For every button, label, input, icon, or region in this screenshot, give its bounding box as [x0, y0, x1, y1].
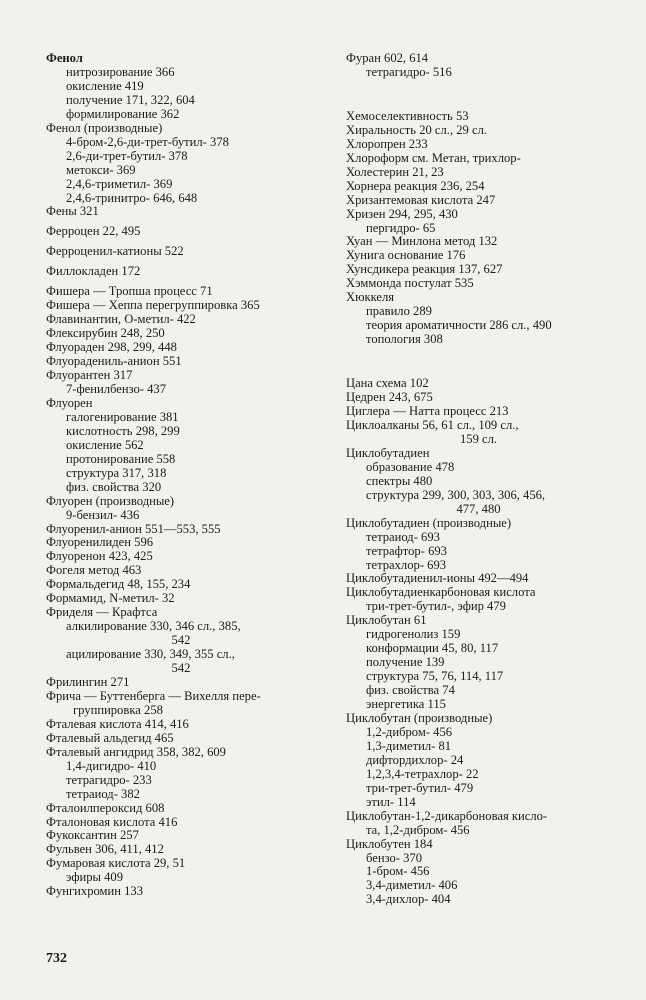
index-entry: Хризантемовая кислота 247	[346, 192, 496, 207]
index-entry: Хорнера реакция 236, 254	[346, 178, 485, 193]
index-entry: Фрилингин 271	[46, 674, 130, 689]
index-subentry: топология 308	[366, 332, 443, 347]
index-entry: Циклобутадиенкарбоновая кислота	[346, 585, 536, 600]
index-entry: Хризен 294, 295, 430	[346, 206, 458, 221]
index-subentry: получение 171, 322, 604	[66, 92, 195, 107]
index-entry: Филлокладен 172	[46, 264, 141, 279]
index-subentry: теория ароматичности 286 сл., 490	[366, 318, 552, 333]
index-subentry: 9-бензил- 436	[66, 507, 140, 522]
index-subentry: нитрозирование 366	[66, 64, 175, 79]
index-subentry: энергетика 115	[366, 697, 446, 712]
index-subentry: окисление 562	[66, 437, 144, 452]
index-subentry: группировка 258	[73, 702, 163, 717]
index-entry: Хемоселективность 53	[346, 108, 469, 123]
index-subentry: тетрагидро- 516	[366, 64, 452, 79]
index-subentry: тетрафтор- 693	[366, 543, 447, 558]
index-subentry: 1,2-дибром- 456	[366, 724, 453, 739]
index-entry: Холестерин 21, 23	[346, 164, 444, 179]
index-subentry: структура 75, 76, 114, 117	[366, 669, 504, 684]
index-entry: Циклобутан-1,2-дикарбоновая кисло-	[346, 808, 548, 823]
index-subentry: галогенирование 381	[66, 409, 179, 424]
index-entry: Хюккеля	[346, 290, 395, 305]
index-entry: Фталоновая кислота 416	[46, 814, 178, 829]
index-entry: Флуорадениль-анион 551	[46, 354, 182, 369]
index-entry: Хунсдикера реакция 137, 627	[346, 262, 503, 277]
index-entry: Фукоксантин 257	[46, 828, 139, 843]
index-subentry: гидрогенолиз 159	[366, 627, 461, 642]
index-entry: Циклобутан 61	[346, 613, 427, 628]
index-subentry: три-трет-бутил-, эфир 479	[366, 599, 506, 614]
index-subentry: 2,4,6-тринитро- 646, 648	[66, 190, 198, 205]
index-subentry: 1,2,3,4-тетрахлор- 22	[366, 766, 479, 781]
index-subentry: 1,4-дигидро- 410	[66, 758, 157, 773]
index-entry: Фишера — Тропша процесс 71	[46, 284, 213, 299]
index-entry: Фуран 602, 614	[346, 51, 429, 65]
index-subentry: 4-бром-2,6-ди-трет-бутил- 378	[66, 134, 229, 149]
index-entry: Флавинантин, О-метил- 422	[46, 312, 196, 327]
index-entry: Фталевый ангидрид 358, 382, 609	[46, 744, 226, 759]
index-subentry: правило 289	[366, 304, 432, 319]
index-subentry: 159 сл.	[459, 431, 498, 446]
index-subentry: алкилирование 330, 346 сл., 385,	[66, 619, 241, 634]
index-subentry: формилирование 362	[66, 106, 180, 121]
index-column-right	[346, 52, 611, 907]
index-subentry: тетраиод- 693	[366, 529, 440, 544]
index-entry: Ферроценил-катионы 522	[46, 244, 184, 259]
index-subentry: 542	[171, 661, 191, 676]
index-entry: Фриделя — Крафтса	[46, 605, 158, 620]
index-subentry: окисление 419	[66, 78, 144, 93]
index-subentry: 3,4-дихлор- 404	[366, 892, 451, 907]
index-subentry: спектры 480	[366, 473, 433, 488]
index-subentry: 3,4-диметил- 406	[366, 878, 458, 893]
index-subentry: та, 1,2-дибром- 456	[366, 822, 470, 837]
index-subentry: 2,4,6-триметил- 369	[66, 176, 173, 191]
index-subentry: 542	[171, 633, 191, 648]
index-entry: Флуорен	[46, 395, 93, 410]
index-entry: Хлоропрен 233	[346, 136, 428, 151]
index-subentry: физ. свойства 320	[66, 479, 162, 494]
index-entry: Ферроцен 22, 495	[46, 224, 141, 239]
index-entry: Фульвен 306, 411, 412	[46, 842, 164, 857]
index-subentry: бензо- 370	[366, 850, 423, 865]
index-entry: Формамид, N-метил- 32	[46, 591, 175, 606]
index-subentry: структура 317, 318	[66, 465, 167, 480]
index-entry: Флуоренилиден 596	[46, 535, 154, 550]
index-entry: Хлороформ см. Метан, трихлор-	[346, 150, 521, 165]
index-entry: Фенол (производные)	[46, 120, 163, 135]
index-entry: Хиральность 20 сл., 29 сл.	[346, 122, 488, 137]
index-entry: Хэммонда постулат 535	[346, 276, 474, 291]
index-entry: Хунига основание 176	[346, 248, 466, 263]
index-entry: Фталевая кислота 414, 416	[46, 716, 189, 731]
index-subentry: 7-фенилбензо- 437	[66, 381, 167, 396]
index-subentry: физ. свойства 74	[366, 683, 455, 698]
index-entry: Формальдегид 48, 155, 234	[46, 577, 191, 592]
index-entry: Циклобутадиенил-ионы 492—494	[346, 571, 529, 586]
index-subentry: ацилирование 330, 349, 355 сл.,	[66, 647, 235, 662]
index-subentry: эфиры 409	[66, 870, 124, 885]
index-entry: Флуорен (производные)	[46, 493, 175, 508]
index-subentry: этил- 114	[366, 794, 416, 809]
page-number: 732	[46, 951, 67, 966]
index-subentry: тетрагидро- 233	[66, 772, 152, 787]
index-subentry: 1-бром- 456	[366, 864, 430, 879]
index-entry: Флуораден 298, 299, 448	[46, 340, 177, 355]
index-entry: Циклобутан (производные)	[346, 710, 493, 725]
index-entry: Циглера — Натта процесс 213	[346, 404, 509, 419]
index-entry: Фенол	[46, 51, 83, 65]
index-subentry: тетраиод- 382	[66, 786, 140, 801]
index-subentry: дифтордихлор- 24	[366, 752, 464, 767]
index-subentry: получение 139	[366, 655, 445, 670]
index-entry: Фталоилпероксид 608	[46, 800, 165, 815]
index-entry: Фталевый альдегид 465	[46, 730, 174, 745]
index-subentry: структура 299, 300, 303, 306, 456,	[366, 487, 546, 502]
index-entry: Циклоалканы 56, 61 сл., 109 сл.,	[346, 417, 519, 432]
index-entry: Фрича — Буттенберга — Вихелля пере-	[46, 688, 261, 703]
index-subentry: 477, 480	[456, 501, 501, 516]
index-subentry: метокси- 369	[66, 162, 136, 177]
index-entry: Фумаровая кислота 29, 51	[46, 856, 186, 871]
index-entry: Цана схема 102	[346, 376, 429, 391]
index-entry: Циклобутадиен (производные)	[346, 515, 512, 530]
index-entry: Флексирубин 248, 250	[46, 326, 165, 341]
index-entry: Цедрен 243, 675	[346, 390, 433, 405]
index-entry: Флуоренил-анион 551—553, 555	[46, 521, 221, 536]
index-entry: Циклобутен 184	[346, 836, 433, 851]
index-subentry: пергидро- 65	[366, 220, 436, 235]
index-entry: Фогеля метод 463	[46, 563, 142, 578]
index-entry: Флуорантен 317	[46, 368, 133, 383]
index-subentry: кислотность 298, 299	[66, 423, 180, 438]
index-subentry: тетрахлор- 693	[366, 557, 447, 572]
index-entry: Хуан — Минлона метод 132	[346, 234, 498, 249]
index-entry: Циклобутадиен	[346, 445, 430, 460]
index-subentry: образование 478	[366, 459, 455, 474]
index-subentry: 2,6-ди-трет-бутил- 378	[66, 148, 188, 163]
index-subentry: три-трет-бутил- 479	[366, 780, 474, 795]
index-entry: Флуоренон 423, 425	[46, 549, 153, 564]
index-subentry: 1,3-диметил- 81	[366, 738, 452, 753]
index-entry: Фишера — Хеппа перегруппировка 365	[46, 298, 260, 313]
index-entry: Фены 321	[46, 204, 99, 219]
index-column-left	[46, 52, 316, 899]
index-subentry: протонирование 558	[66, 451, 176, 466]
index-subentry: конформации 45, 80, 117	[366, 641, 499, 656]
index-entry: Фунгихромин 133	[46, 884, 144, 899]
